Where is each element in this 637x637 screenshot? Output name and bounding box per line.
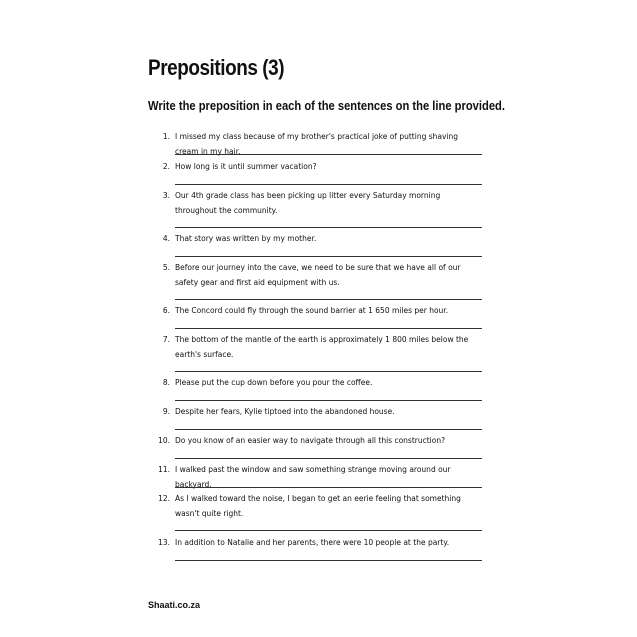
answer-line[interactable]	[175, 458, 482, 459]
question-text: Please put the cup down before you pour the coffee.	[175, 378, 373, 387]
answer-line[interactable]	[175, 530, 482, 531]
answer-line[interactable]	[175, 487, 482, 488]
question-number: 4.	[162, 234, 170, 243]
question-number: 7.	[162, 335, 170, 344]
question-number: 13.	[158, 538, 170, 547]
question-text: I walked past the window and saw something strange moving around our backyard.	[175, 465, 451, 489]
answer-line[interactable]	[175, 256, 482, 257]
question-number: 8.	[162, 378, 170, 387]
question-number: 2.	[162, 162, 170, 171]
question-number: 3.	[162, 191, 170, 200]
question-text: Our 4th grade class has been picking up litter every Saturday morning throughout the community.	[175, 191, 441, 215]
question-text: Do you know of an easier way to navigate through all this construction?	[175, 436, 446, 445]
question-number: 5.	[162, 263, 170, 272]
answer-line[interactable]	[175, 154, 482, 155]
instruction-text: Write the preposition in each of the sentences on the line provided.	[148, 98, 505, 113]
answer-line[interactable]	[175, 184, 482, 185]
question-text: How long is it until summer vacation?	[175, 162, 317, 171]
answer-line[interactable]	[175, 328, 482, 329]
question-text: Before our journey into the cave, we need to be sure that we have all of our safety gear and first aid equipment with us.	[175, 263, 461, 287]
answer-line[interactable]	[175, 299, 482, 300]
question-number: 1.	[162, 132, 170, 141]
question-text: In addition to Natalie and her parents, there were 10 people at the party.	[175, 538, 450, 547]
footer-logo-text: Shaati.co.za	[148, 600, 201, 610]
answer-line[interactable]	[175, 560, 482, 561]
question-text: The bottom of the mantle of the earth is approximately 1 800 miles below the earth's surface.	[175, 335, 469, 359]
question-number: 12.	[158, 494, 170, 503]
question-number: 11.	[158, 465, 170, 474]
question-number: 6.	[162, 306, 170, 315]
question-number: 9.	[162, 407, 170, 416]
answer-line[interactable]	[175, 227, 482, 228]
question-text: The Concord could fly through the sound barrier at 1 650 miles per hour.	[175, 306, 449, 315]
question-text: That story was written by my mother.	[175, 234, 317, 243]
question-text: As I walked toward the noise, I began to get an eerie feeling that something wasn't quite right.	[175, 494, 461, 518]
question-text: Despite her fears, Kylie tiptoed into the abandoned house.	[175, 407, 395, 416]
answer-line[interactable]	[175, 371, 482, 372]
worksheet-title: Prepositions (3)	[148, 55, 285, 80]
answer-line[interactable]	[175, 429, 482, 430]
answer-line[interactable]	[175, 400, 482, 401]
question-number: 10.	[158, 436, 170, 445]
question-text: I missed my class because of my brother's practical joke of putting shaving cream in my hair.	[175, 132, 459, 156]
